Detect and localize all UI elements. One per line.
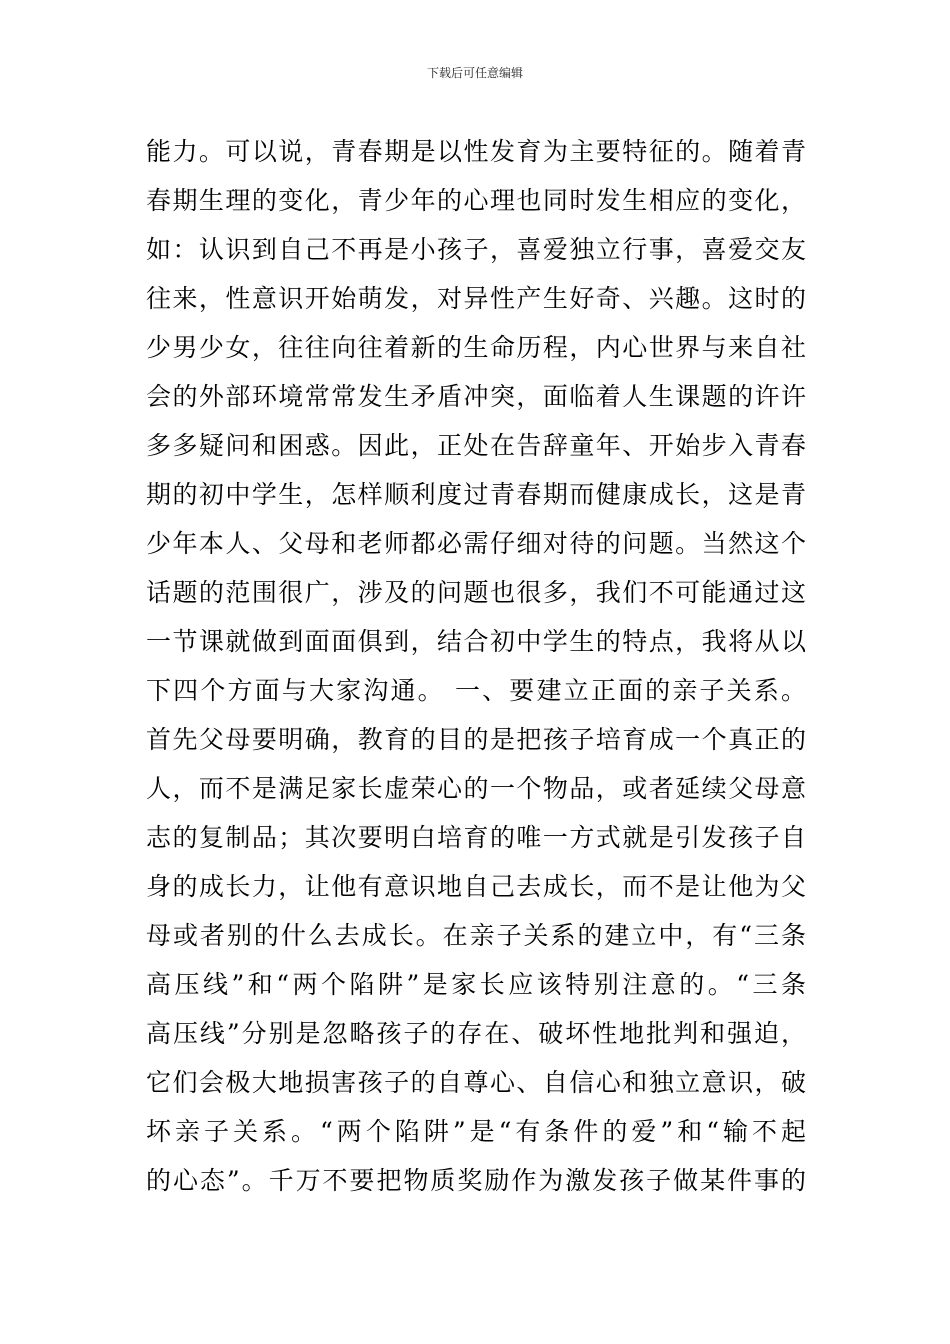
text-line: 它们会极大地损害孩子的自尊心、自信心和独立意识，破 bbox=[146, 1068, 806, 1097]
text-line: 下四个方面与大家沟通。 一、要建立正面的亲子关系。 bbox=[146, 676, 806, 705]
text-line: 的心态”。千万不要把物质奖励作为激发孩子做某件事的 bbox=[146, 1166, 806, 1195]
text-line: 志的复制品；其次要明白培育的唯一方式就是引发孩子自 bbox=[146, 823, 806, 852]
text-line: 高压线”分别是忽略孩子的存在、破坏性地批判和强迫， bbox=[146, 1019, 806, 1048]
text-line: 高压线”和“两个陷阱”是家长应该特别注意的。“三条 bbox=[146, 970, 806, 999]
document-body bbox=[146, 127, 806, 1205]
text-line: 多多疑问和困惑。因此，正处在告辞童年、开始步入青春 bbox=[146, 431, 806, 460]
text-line: 母或者别的什么去成长。在亲子关系的建立中，有“三条 bbox=[146, 921, 806, 950]
text-line: 少男少女，往往向往着新的生命历程，内心世界与来自社 bbox=[146, 333, 806, 362]
text-line: 春期生理的变化，青少年的心理也同时发生相应的变化， bbox=[146, 186, 806, 215]
text-line: 期的初中学生，怎样顺利度过青春期而健康成长，这是青 bbox=[146, 480, 806, 509]
text-line: 话题的范围很广，涉及的问题也很多，我们不可能通过这 bbox=[146, 578, 806, 607]
text-line: 如：认识到自己不再是小孩子，喜爱独立行事，喜爱交友 bbox=[146, 235, 806, 264]
text-line: 首先父母要明确，教育的目的是把孩子培育成一个真正的 bbox=[146, 725, 806, 754]
text-line: 一节课就做到面面俱到，结合初中学生的特点，我将从以 bbox=[146, 627, 806, 656]
text-line: 能力。可以说，青春期是以性发育为主要特征的。随着青 bbox=[146, 137, 806, 166]
text-line: 身的成长力，让他有意识地自己去成长，而不是让他为父 bbox=[146, 872, 806, 901]
text-line: 往来，性意识开始萌发，对异性产生好奇、兴趣。这时的 bbox=[146, 284, 806, 313]
text-line: 人，而不是满足家长虚荣心的一个物品，或者延续父母意 bbox=[146, 774, 806, 803]
text-line: 会的外部环境常常发生矛盾冲突，面临着人生课题的许许 bbox=[146, 382, 806, 411]
page-header: 下载后可任意编辑 bbox=[426, 66, 523, 80]
text-line: 坏亲子关系。“两个陷阱”是“有条件的爱”和“输不起 bbox=[146, 1117, 806, 1146]
text-line: 少年本人、父母和老师都必需仔细对待的问题。当然这个 bbox=[146, 529, 806, 558]
